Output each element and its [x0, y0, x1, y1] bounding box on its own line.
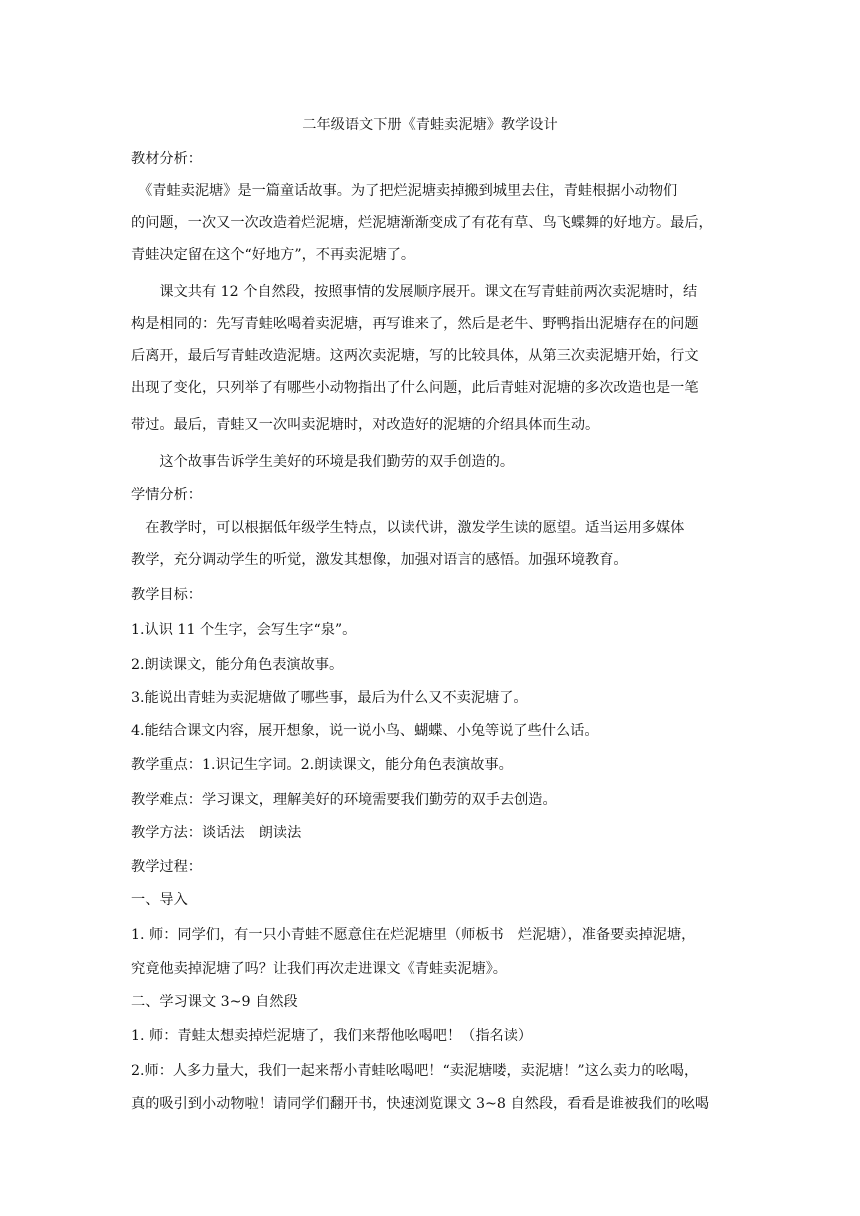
text-line: 教学难点：学习课文，理解美好的环境需要我们勤劳的双手去创造。 [131, 792, 557, 808]
text-line: 3.能说出青蛙为卖泥塘做了哪些事，最后为什么又不卖泥塘了。 [131, 690, 528, 706]
text-line: 教学，充分调动学生的听觉，激发其想像，加强对语言的感悟。加强环境教育。 [131, 552, 628, 568]
text-line: 教学方法：谈话法 朗读法 [131, 825, 302, 841]
text-line: 1. 师：青蛙太想卖掉烂泥塘了，我们来帮他吆喝吧！（指名读） [131, 1028, 533, 1044]
text-line: 究竟他卖掉泥塘了吗？让我们再次走进课文《青蛙卖泥塘》。 [131, 961, 507, 977]
text-line: 1.认识 11 个生字，会写生字“泉”。 [131, 622, 357, 638]
text-line: 教材分析： [131, 151, 202, 167]
text-line: 课文共有 12 个自然段，按照事情的发展顺序展开。课文在写青蛙前两次卖泥塘时，结 [131, 284, 698, 300]
text-line: 2.朗读课文，能分角色表演故事。 [131, 657, 344, 673]
text-line: 教学重点：1.识记生字词。2.朗读课文，能分角色表演故事。 [131, 757, 513, 773]
text-line: 的问题，一次又一次改造着烂泥塘，烂泥塘渐渐变成了有花有草、鸟飞蝶舞的好地方。最后， [131, 215, 713, 231]
text-line: 青蛙决定留在这个“好地方”，不再卖泥塘了。 [131, 247, 416, 263]
text-line: 2.师：人多力量大，我们一起来帮小青蛙吆喝吧！“卖泥塘喽，卖泥塘！”这么卖力的吆喝， [131, 1063, 699, 1079]
text-line: 后离开，最后写青蛙改造泥塘。这两次卖泥塘，写的比较具体，从第三次卖泥塘开始，行文 [131, 348, 699, 364]
text-line: 构是相同的：先写青蛙吆喝着卖泥塘，再写谁来了，然后是老牛、野鸭指出泥塘存在的问题 [131, 316, 699, 332]
text-line: 带过。最后，青蛙又一次叫卖泥塘时，对改造好的泥塘的介绍具体而生动。 [131, 417, 600, 433]
section-heading: 教学目标： [131, 587, 202, 603]
text-line: 出现了变化，只列举了有哪些小动物指出了什么问题，此后青蛙对泥塘的多次改造也是一笔 [131, 380, 699, 396]
text-line: 《青蛙卖泥塘》是一篇童话故事。为了把烂泥塘卖掉搬到城里去住，青蛙根据小动物们 [131, 183, 678, 199]
document-title: 二年级语文下册《青蛙卖泥塘》教学设计 [302, 117, 558, 133]
text-line: 在教学时，可以根据低年级学生特点，以读代讲，激发学生读的愿望。适当运用多媒体 [131, 520, 685, 536]
text-line: 1. 师：同学们，有一只小青蛙不愿意住在烂泥塘里（师板书 烂泥塘），准备要卖掉泥塘， [131, 927, 696, 943]
text-line: 这个故事告诉学生美好的环境是我们勤劳的双手创造的。 [131, 454, 515, 470]
text-line: 4.能结合课文内容，展开想象，说一说小鸟、蝴蝶、小兔等说了些什么话。 [131, 723, 599, 739]
section-heading: 教学过程： [131, 859, 202, 875]
section-heading: 学情分析： [131, 487, 202, 503]
section-heading: 二、学习课文 3~9 自然段 [131, 994, 298, 1010]
section-heading: 一、导入 [131, 892, 188, 908]
text-line: 真的吸引到小动物啦！请同学们翻开书，快速浏览课文 3~8 自然段，看看是谁被我们的吆喝 [131, 1096, 710, 1112]
